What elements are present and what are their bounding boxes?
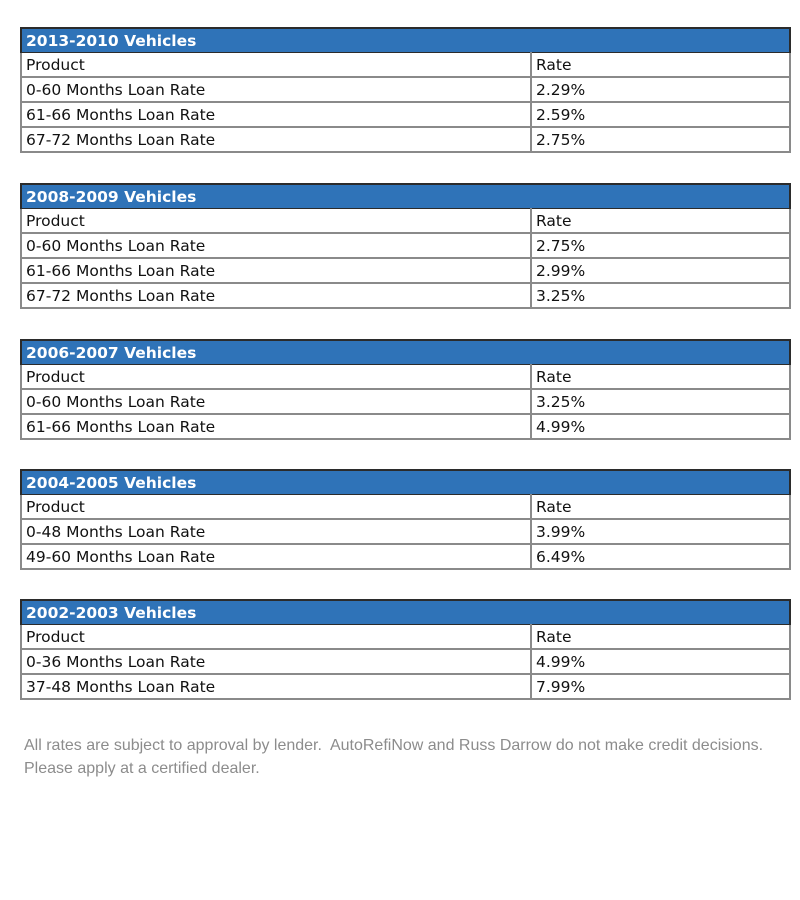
product-cell: 61-66 Months Loan Rate [21,102,531,127]
rate-cell: 4.99% [531,649,790,674]
rate-cell: 3.25% [531,389,790,414]
product-cell: 0-60 Months Loan Rate [21,389,531,414]
rate-table-2002-2003 [20,599,791,700]
product-column-header: Product [21,209,531,234]
disclaimer-text: All rates are subject to approval by lender. AutoRefiNow and Russ Darrow do not make credit decisions. Please apply at a certified dealer. [24,737,772,777]
table-row [21,283,790,308]
rate-cell: 2.29% [531,77,790,102]
table-row [21,519,790,544]
table-title: 2002-2003 Vehicles [21,600,790,625]
product-cell: 0-60 Months Loan Rate [21,77,531,102]
rate-cell: 2.99% [531,258,790,283]
table-title: 2008-2009 Vehicles [21,184,790,209]
table-title: 2006-2007 Vehicles [21,340,790,365]
product-column-header: Product [21,53,531,78]
product-column-header: Product [21,625,531,650]
rate-column-header: Rate [531,625,790,650]
table-row [21,389,790,414]
rate-cell: 4.99% [531,414,790,439]
table-header-row [21,495,790,520]
product-cell: 67-72 Months Loan Rate [21,283,531,308]
table-row [21,544,790,569]
table-header-row [21,209,790,234]
product-cell: 61-66 Months Loan Rate [21,258,531,283]
table-row [21,674,790,699]
product-column-header: Product [21,495,531,520]
rate-table-2004-2005 [20,469,791,570]
table-header-row [21,365,790,390]
product-cell: 61-66 Months Loan Rate [21,414,531,439]
rate-column-header: Rate [531,495,790,520]
table-row [21,233,790,258]
table-row [21,127,790,152]
rate-table-2006-2007 [20,339,791,440]
product-cell: 37-48 Months Loan Rate [21,674,531,699]
table-row [21,77,790,102]
table-title-row [21,28,790,53]
table-title-row [21,600,790,625]
rate-cell: 3.25% [531,283,790,308]
product-cell: 0-60 Months Loan Rate [21,233,531,258]
rate-cell: 6.49% [531,544,790,569]
table-title-row [21,470,790,495]
rate-cell: 2.75% [531,233,790,258]
rate-table-2008-2009 [20,183,791,309]
rate-column-header: Rate [531,209,790,234]
table-row [21,649,790,674]
table-title: 2013-2010 Vehicles [21,28,790,53]
table-row [21,258,790,283]
product-cell: 0-48 Months Loan Rate [21,519,531,544]
rate-column-header: Rate [531,53,790,78]
table-title: 2004-2005 Vehicles [21,470,790,495]
table-row [21,102,790,127]
rate-cell: 2.59% [531,102,790,127]
rate-column-header: Rate [531,365,790,390]
table-title-row [21,184,790,209]
product-cell: 49-60 Months Loan Rate [21,544,531,569]
product-column-header: Product [21,365,531,390]
rate-table-2013-2010 [20,27,791,153]
table-row [21,414,790,439]
table-header-row [21,625,790,650]
rate-cell: 7.99% [531,674,790,699]
table-header-row [21,53,790,78]
product-cell: 0-36 Months Loan Rate [21,649,531,674]
table-title-row [21,340,790,365]
product-cell: 67-72 Months Loan Rate [21,127,531,152]
rate-cell: 2.75% [531,127,790,152]
rate-cell: 3.99% [531,519,790,544]
